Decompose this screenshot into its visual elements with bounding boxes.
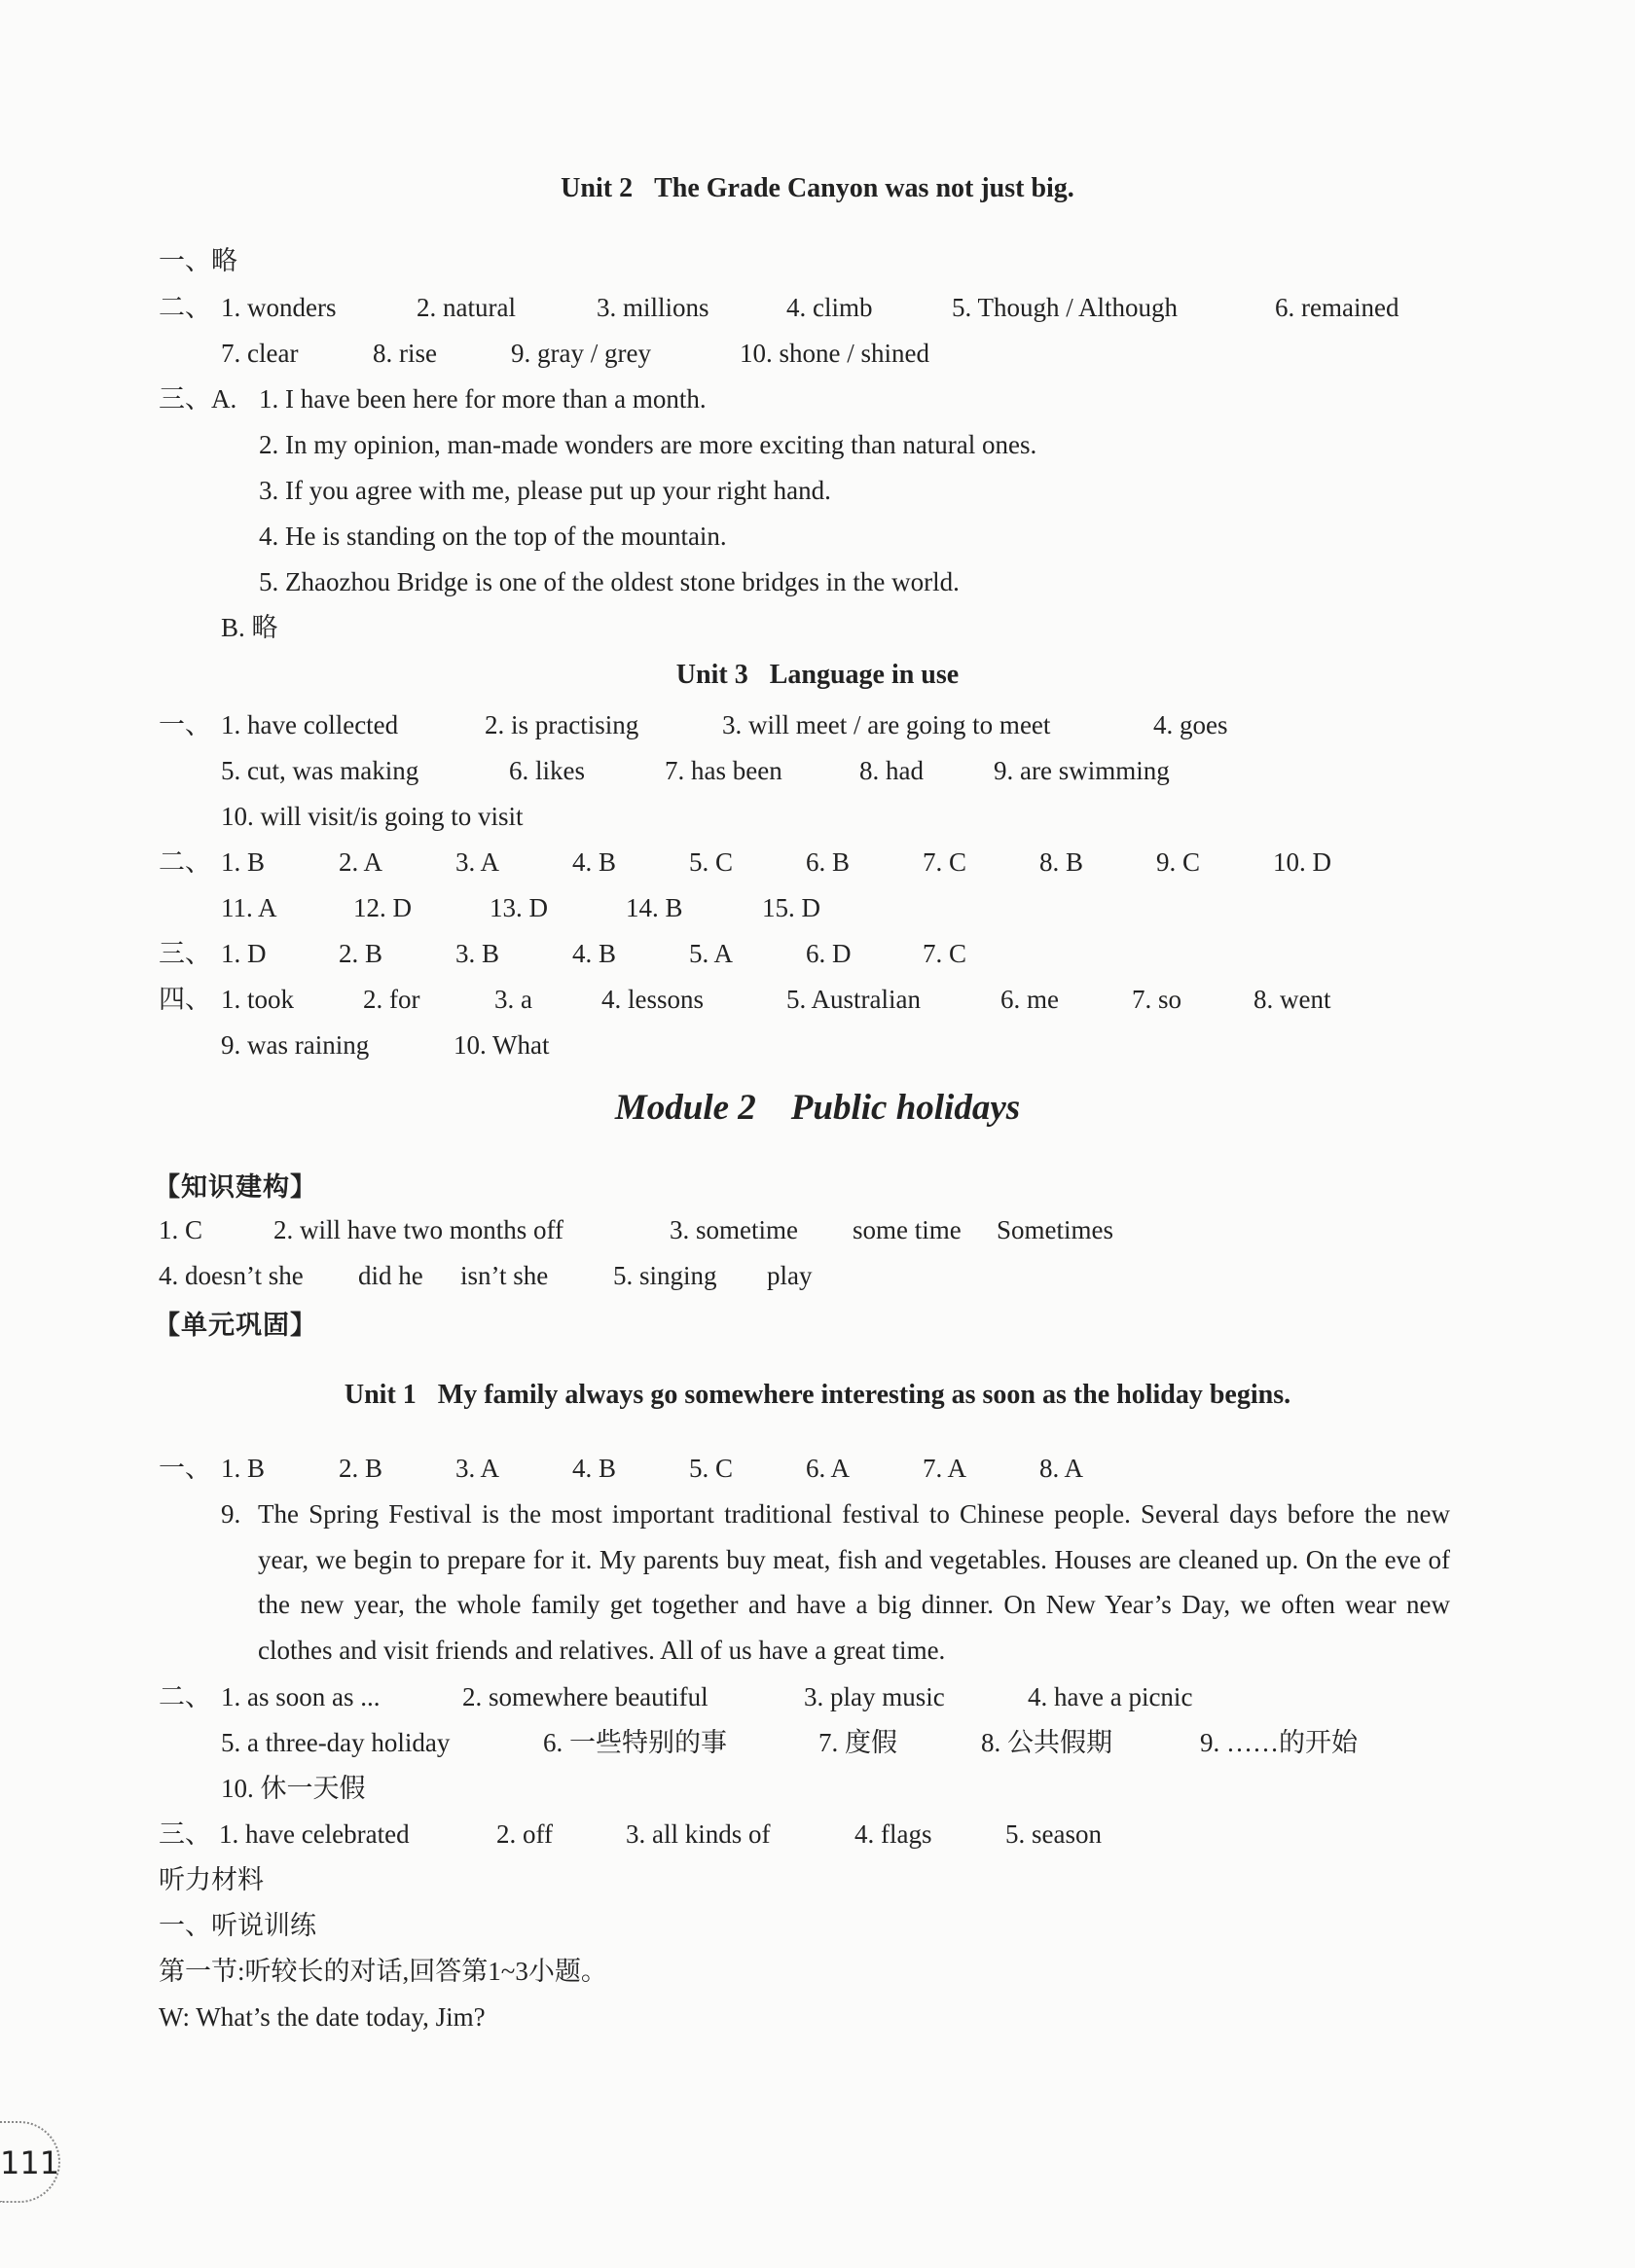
answer-item: 7. so	[1132, 985, 1182, 1014]
answer-item: 8. went	[1254, 985, 1331, 1014]
unit-number: Unit 3	[675, 660, 748, 690]
answer-item: 1. as soon as ...	[221, 1682, 381, 1711]
answer-item: 9. ……的开始	[1200, 1728, 1358, 1757]
answer-item: 2. B	[339, 1454, 383, 1483]
answer-item: 8. A	[1039, 1454, 1084, 1483]
answer-item: 3. millions	[597, 293, 709, 322]
answer-item: 4. climb	[786, 293, 873, 322]
answer-item: 5. Though / Although	[952, 293, 1179, 322]
answer-item: 5. A	[689, 939, 734, 968]
answer-item: 7. C	[923, 939, 967, 968]
answer-item: 10. shone / shined	[740, 339, 929, 368]
section-label: 二、	[159, 293, 211, 322]
answer-item: 4. have a picnic	[1028, 1682, 1193, 1711]
answer-item: 3. B	[455, 939, 500, 968]
answer-item: 5. C	[689, 847, 734, 877]
unit-title: My family always go somewhere interesting as soon as the holiday begins.	[437, 1380, 1291, 1410]
answer-item: 1. have celebrated	[219, 1819, 410, 1849]
section-label: 三、	[159, 939, 211, 968]
answer-item: 6. A	[806, 1454, 851, 1483]
answer-item: 4. flags	[854, 1819, 932, 1849]
answer-item: some time	[853, 1215, 962, 1244]
module-title: Public holidays	[790, 1088, 1021, 1128]
unit-heading	[0, 1380, 1635, 1411]
answer-item: 1. B	[221, 847, 266, 877]
module-heading	[0, 1087, 1635, 1129]
answer-item: 2. for	[363, 985, 420, 1014]
answer-item: 10. will visit/is going to visit	[221, 802, 524, 831]
answer-item: 4. B	[572, 847, 617, 877]
answer-item: 5. singing	[613, 1261, 717, 1290]
section-bracket-label: 【单元巩固】	[154, 1311, 317, 1341]
answer-item: 8. rise	[373, 339, 437, 368]
answer-item: 3. play music	[804, 1682, 945, 1711]
unit-title: Language in use	[769, 660, 960, 690]
module-number: Module 2	[614, 1088, 756, 1128]
answer-item: 1. have collected	[221, 710, 399, 739]
answer-item: 2. will have two months off	[273, 1215, 563, 1244]
answer-item: 5. season	[1005, 1819, 1102, 1849]
item-number: 9.	[221, 1499, 241, 1529]
section-bracket-label: 【知识建构】	[154, 1172, 317, 1203]
answer-item: 2. In my opinion, man-made wonders are more exciting than natural ones.	[259, 430, 1037, 459]
answer-item: Sometimes	[997, 1215, 1113, 1244]
section-label: 四、	[159, 985, 211, 1014]
answer-item: 10. 休一天假	[221, 1774, 366, 1803]
answer-item: 4. He is standing on the top of the mountain.	[259, 522, 727, 551]
section-label: 二、	[159, 847, 211, 877]
section-label: 一、略	[159, 246, 237, 275]
unit-heading	[0, 660, 1635, 691]
section-label: 一、	[159, 710, 211, 739]
listening-title: 听力材料	[159, 1865, 264, 1894]
answer-item: did he	[358, 1261, 423, 1290]
answer-item: 7. A	[923, 1454, 967, 1483]
answer-item: 6. remained	[1275, 293, 1399, 322]
answer-item: 4. B	[572, 1454, 617, 1483]
answer-item: 1. wonders	[221, 293, 337, 322]
page-number-tab	[0, 2121, 60, 2203]
answer-item: 6. D	[806, 939, 852, 968]
unit-heading	[0, 173, 1635, 204]
section-label: 二、	[159, 1682, 211, 1711]
answer-item: 5. cut, was making	[221, 756, 419, 785]
answer-item: 2. is practising	[485, 710, 639, 739]
answer-item: 3. a	[494, 985, 532, 1014]
dialogue-line: W: What’s the date today, Jim?	[159, 2002, 486, 2032]
section-label: 一、	[159, 1454, 211, 1483]
answer-item: 6. B	[806, 847, 851, 877]
answer-item: 2. somewhere beautiful	[462, 1682, 708, 1711]
answer-item: 1. D	[221, 939, 267, 968]
answer-item: play	[767, 1261, 813, 1290]
answer-item: 1. I have been here for more than a month.	[259, 384, 707, 414]
answer-item: 7. has been	[665, 756, 782, 785]
answer-item: 5. a three-day holiday	[221, 1728, 451, 1757]
answer-item: 7. clear	[221, 339, 299, 368]
answer-item: 2. B	[339, 939, 383, 968]
answer-item: 14. B	[626, 893, 683, 922]
answer-item: 6. 一些特别的事	[543, 1728, 727, 1757]
answer-paragraph: The Spring Festival is the most important traditional festival to Chinese people. Several days before the new year, we begin to prepare for it. My parents buy meat, fish and vegetables. Houses are cleaned up. On the eve of the new year, the whole family get together and have a big dinner. On New Year’s Day, we often wear new clothes and visit friends and relatives. All of us have a great time.	[258, 1499, 1450, 1665]
answer-item: 10. D	[1273, 847, 1331, 877]
section-label: 三、	[159, 1819, 211, 1849]
answer-item: 9. was raining	[221, 1030, 370, 1060]
answer-item: 4. goes	[1153, 710, 1228, 739]
answer-item: 1. C	[159, 1215, 203, 1244]
answer-item: 9. C	[1156, 847, 1201, 877]
page-number: 111	[0, 2144, 60, 2181]
answer-item: 8. B	[1039, 847, 1084, 877]
answer-item: 2. off	[496, 1819, 553, 1849]
answer-item: 1. took	[221, 985, 295, 1014]
section-label: 三、A.	[159, 384, 237, 414]
answer-item: 3. will meet / are going to meet	[722, 710, 1051, 739]
unit-number: Unit 1	[344, 1380, 417, 1410]
answer-item: 8. had	[859, 756, 924, 785]
answer-item: 9. are swimming	[994, 756, 1170, 785]
answer-item: 3. all kinds of	[626, 1819, 771, 1849]
answer-item: 3. If you agree with me, please put up your right hand.	[259, 476, 831, 505]
answer-item: 2. A	[339, 847, 383, 877]
answer-item: 15. D	[762, 893, 820, 922]
answer-item: 5. Australian	[786, 985, 921, 1014]
answer-item: 11. A	[221, 893, 277, 922]
answer-item: 13. D	[490, 893, 548, 922]
answer-item: 3. sometime	[670, 1215, 798, 1244]
unit-title: The Grade Canyon was not just big.	[654, 173, 1074, 203]
answer-item: B. 略	[221, 613, 278, 642]
answer-item: 5. C	[689, 1454, 734, 1483]
answer-item: 1. B	[221, 1454, 266, 1483]
listening-section: 一、听说训练	[159, 1911, 316, 1940]
answer-item: 12. D	[353, 893, 412, 922]
answer-item: 4. B	[572, 939, 617, 968]
answer-item: 3. A	[455, 1454, 500, 1483]
listening-part: 第一节:听较长的对话,回答第1~3小题。	[159, 1957, 607, 1986]
answer-item: 4. lessons	[601, 985, 705, 1014]
answer-item: 6. likes	[509, 756, 585, 785]
answer-item: 10. What	[454, 1030, 550, 1060]
answer-item: 5. Zhaozhou Bridge is one of the oldest stone bridges in the world.	[259, 567, 960, 596]
answer-item: 2. natural	[417, 293, 516, 322]
answer-item: 4. doesn’t she	[159, 1261, 304, 1290]
answer-item: 9. gray / grey	[511, 339, 651, 368]
answer-item: 3. A	[455, 847, 500, 877]
answer-item: 7. C	[923, 847, 967, 877]
answer-item: 8. 公共假期	[981, 1728, 1112, 1757]
answer-item: isn’t she	[460, 1261, 549, 1290]
answer-item: 6. me	[1000, 985, 1059, 1014]
answer-item: 7. 度假	[818, 1728, 897, 1757]
unit-number: Unit 2	[561, 173, 634, 203]
